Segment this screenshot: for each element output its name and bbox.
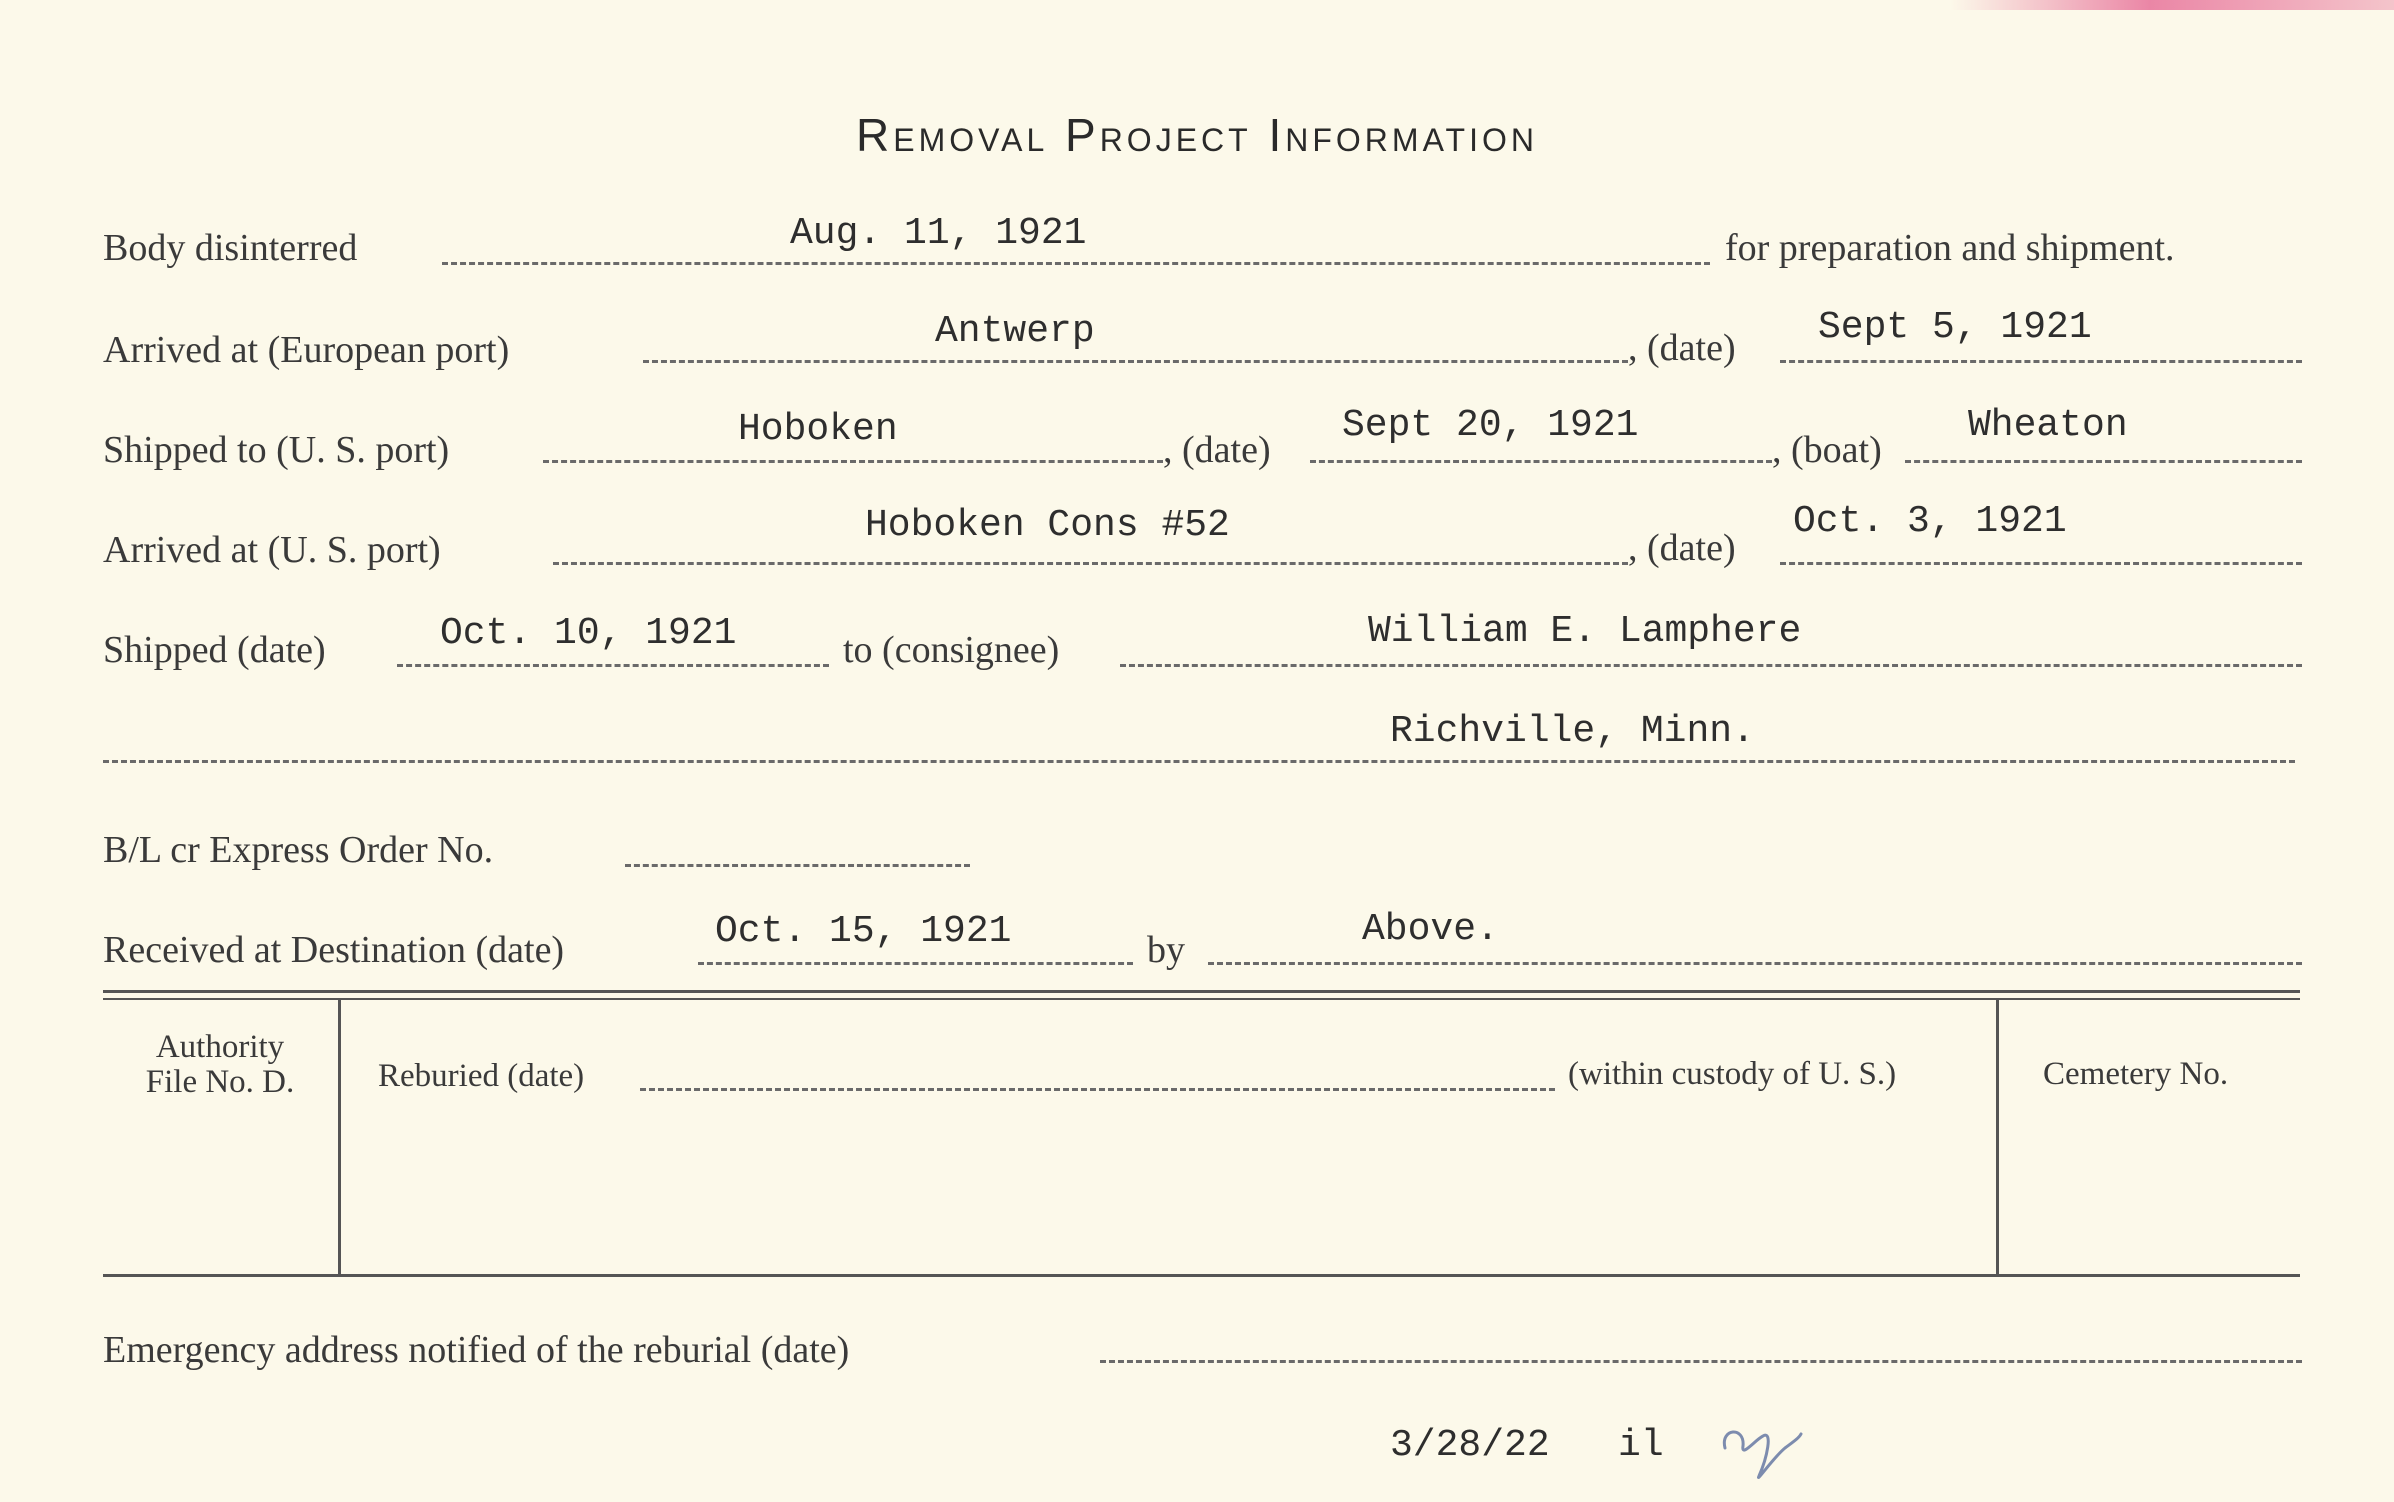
shipped-date-value: Oct. 10, 1921 [440, 612, 737, 655]
european-date-line [1780, 360, 2302, 363]
arrived-european-label: Arrived at (European port) [103, 329, 510, 371]
reburied-label: Reburied (date) [378, 1058, 585, 1094]
arrived-us-port-value: Hoboken Cons #52 [865, 504, 1230, 547]
european-date-label: , (date) [1628, 327, 1736, 369]
page-title: Removal Project Information [856, 109, 1538, 161]
address-line [103, 760, 2295, 763]
boat-name-value: Wheaton [1968, 404, 2128, 447]
shipped-date-label: , (date) [1163, 429, 1271, 471]
received-date-value: Oct. 15, 1921 [715, 910, 1012, 953]
arrived-us-label: Arrived at (U. S. port) [103, 529, 441, 571]
bl-express-line [625, 864, 970, 867]
authority-label-line1: Authority [155, 1029, 285, 1065]
bl-express-label: B/L cr Express Order No. [103, 829, 494, 871]
received-label: Received at Destination (date) [103, 929, 565, 971]
disinterred-date-value: Aug. 11, 1921 [790, 212, 1087, 255]
authority-label-line2: File No. D. [145, 1063, 295, 1100]
shipped-line [397, 664, 829, 667]
arrived-us-date-value: Oct. 3, 1921 [1793, 500, 2067, 543]
footer-stamp: 3/28/22 il [1390, 1424, 1664, 1467]
consignee-line [1120, 664, 2302, 667]
box-divider-left [338, 1000, 341, 1275]
received-date-line [698, 962, 1133, 965]
arrived-us-date-label: , (date) [1628, 527, 1736, 569]
shipped-label: Shipped (date) [103, 629, 326, 671]
european-date-value: Sept 5, 1921 [1818, 306, 2092, 349]
boat-label: , (boat) [1772, 429, 1882, 471]
arrived-us-date-line [1780, 562, 2302, 565]
consignee-name-value: William E. Lamphere [1368, 610, 1802, 653]
received-by-line [1208, 962, 2302, 965]
shipped-date-line [1310, 460, 1772, 463]
consignee-address-value: Richville, Minn. [1390, 710, 1755, 753]
european-port-value: Antwerp [935, 310, 1095, 353]
emergency-line [1100, 1360, 2302, 1363]
disinterred-line [442, 262, 1710, 265]
box-divider-right [1996, 1000, 1999, 1275]
arrived-us-line [553, 562, 1628, 565]
cemetery-no-label: Cemetery No. [2043, 1056, 2229, 1092]
reburied-line [640, 1088, 1555, 1091]
boat-line [1905, 460, 2302, 463]
consignee-label: to (consignee) [843, 629, 1060, 671]
emergency-label: Emergency address notified of the reburial (date) [103, 1329, 850, 1371]
us-port-line [543, 460, 1163, 463]
authority-label [110, 1030, 330, 1099]
by-label: by [1147, 929, 1185, 971]
box-top-rule [103, 990, 2300, 993]
body-disinterred-label: Body disinterred [103, 227, 358, 269]
box-bottom-rule [103, 1274, 2300, 1277]
us-port-value: Hoboken [738, 408, 898, 451]
shipped-to-us-label: Shipped to (U. S. port) [103, 429, 450, 471]
stamp-mark [1950, 0, 2394, 10]
initials-signature [1715, 1418, 1805, 1488]
within-custody-label: (within custody of U. S.) [1568, 1056, 1897, 1092]
received-by-value: Above. [1362, 908, 1499, 951]
box-top-rule-2 [103, 998, 2300, 1000]
european-port-line [643, 360, 1628, 363]
shipped-date-to-us-value: Sept 20, 1921 [1342, 404, 1639, 447]
for-preparation-label: for preparation and shipment. [1725, 227, 2175, 269]
